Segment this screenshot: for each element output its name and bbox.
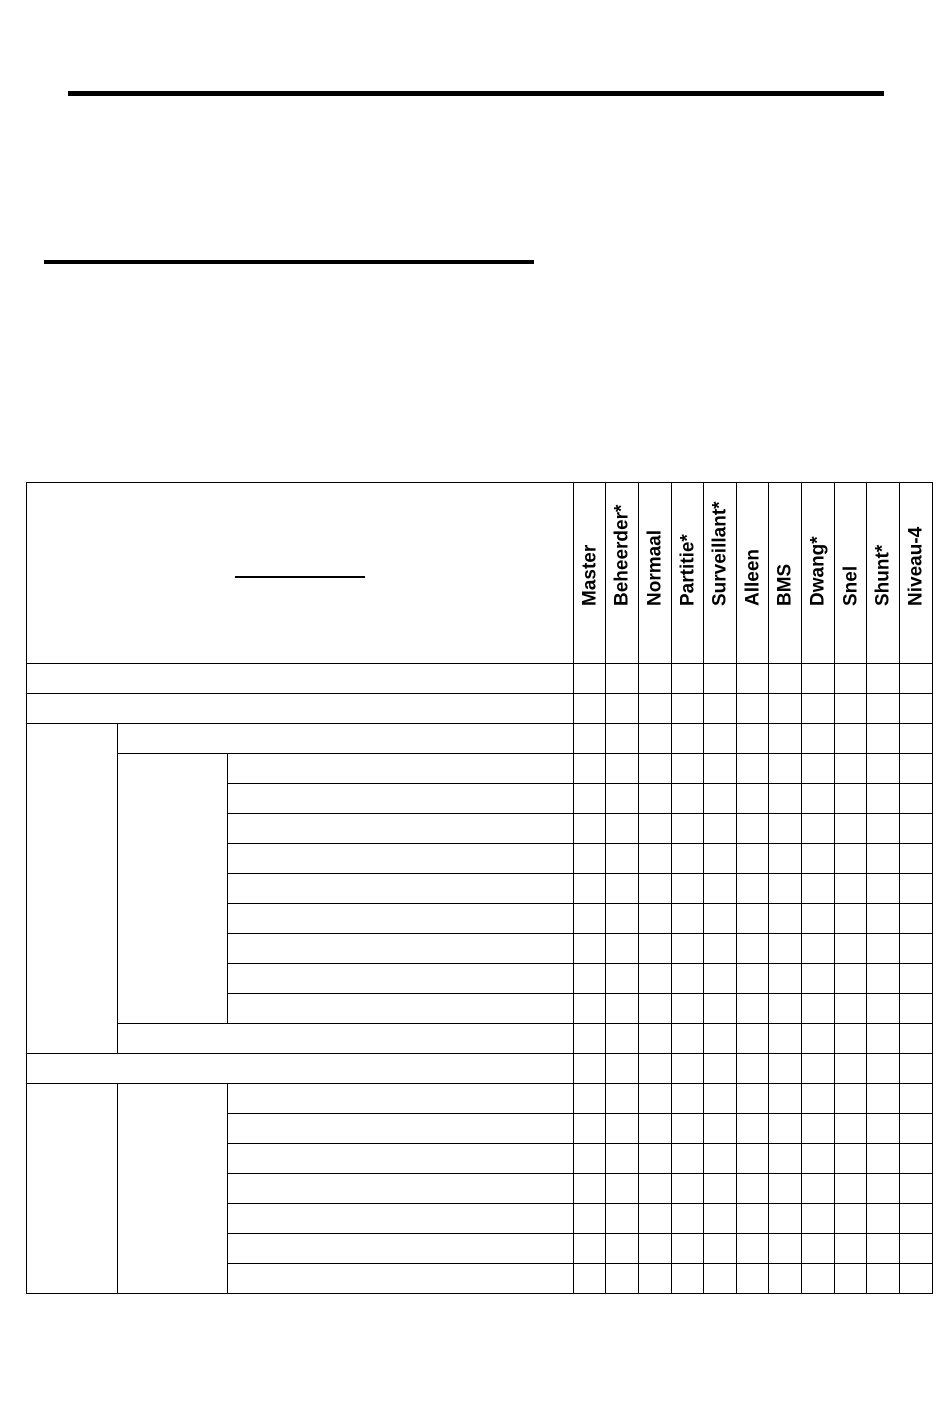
cell	[900, 784, 933, 814]
cell	[574, 1204, 606, 1234]
cell	[835, 1174, 867, 1204]
cell	[900, 1054, 933, 1084]
cell	[672, 1114, 704, 1144]
cell	[737, 1234, 769, 1264]
cell	[835, 754, 867, 784]
cell	[737, 694, 769, 724]
cell	[704, 1264, 737, 1294]
cell	[606, 814, 639, 844]
row-label-cell	[228, 1174, 574, 1204]
cell	[835, 934, 867, 964]
row-label-cell	[228, 964, 574, 994]
cell	[835, 904, 867, 934]
cell	[867, 844, 900, 874]
cell	[574, 994, 606, 1024]
function-header-cell	[27, 483, 574, 664]
cell	[900, 874, 933, 904]
cell	[835, 874, 867, 904]
cell	[704, 664, 737, 694]
cell	[737, 1114, 769, 1144]
group-b-label-cell	[27, 1084, 118, 1294]
cell	[574, 874, 606, 904]
cell	[672, 1084, 704, 1114]
cell	[606, 964, 639, 994]
cell	[900, 994, 933, 1024]
cell	[737, 994, 769, 1024]
group-a-label-cell	[27, 724, 118, 1054]
column-label-normaal: Normaal	[644, 529, 666, 606]
column-header-partitie	[672, 483, 704, 664]
column-label-dwang: Dwang*	[807, 536, 829, 606]
cell	[835, 1054, 867, 1084]
cell	[867, 1174, 900, 1204]
cell	[802, 1264, 835, 1294]
header-row	[27, 483, 933, 664]
cell	[737, 1144, 769, 1174]
cell	[802, 1174, 835, 1204]
cell	[867, 964, 900, 994]
cell	[574, 814, 606, 844]
cell	[574, 1114, 606, 1144]
cell	[900, 844, 933, 874]
cell	[639, 754, 672, 784]
cell	[606, 994, 639, 1024]
cell	[835, 694, 867, 724]
cell	[574, 964, 606, 994]
cell	[769, 724, 802, 754]
row-label-cell	[27, 664, 574, 694]
table-row	[27, 754, 933, 784]
row-label-cell	[228, 994, 574, 1024]
row-label-cell	[228, 874, 574, 904]
cell	[606, 1174, 639, 1204]
cell	[704, 934, 737, 964]
cell	[606, 1264, 639, 1294]
cell	[574, 784, 606, 814]
cell	[672, 1234, 704, 1264]
cell	[574, 1024, 606, 1054]
cell	[835, 664, 867, 694]
cell	[835, 994, 867, 1024]
cell	[639, 1234, 672, 1264]
column-label-master: Master	[579, 544, 601, 606]
cell	[835, 1204, 867, 1234]
cell	[802, 964, 835, 994]
cell	[900, 1024, 933, 1054]
cell	[704, 754, 737, 784]
cell	[606, 1084, 639, 1114]
cell	[900, 694, 933, 724]
column-label-alleen: Alleen	[742, 548, 764, 606]
row-label-cell	[228, 814, 574, 844]
cell	[769, 1174, 802, 1204]
cell	[737, 784, 769, 814]
cell	[672, 844, 704, 874]
cell	[704, 814, 737, 844]
cell	[802, 904, 835, 934]
cell	[900, 1114, 933, 1144]
cell	[900, 934, 933, 964]
cell	[867, 694, 900, 724]
cell	[672, 784, 704, 814]
cell	[704, 1144, 737, 1174]
row-label-cell	[228, 904, 574, 934]
cell	[639, 1024, 672, 1054]
cell	[639, 1264, 672, 1294]
column-header-surveillant	[704, 483, 737, 664]
cell	[639, 1204, 672, 1234]
column-header-master	[574, 483, 606, 664]
table-row	[27, 1054, 933, 1084]
cell	[769, 784, 802, 814]
column-label-shunt: Shunt*	[872, 544, 894, 606]
column-header-dwang	[802, 483, 835, 664]
cell	[867, 1264, 900, 1294]
cell	[900, 904, 933, 934]
row-label-cell	[228, 1234, 574, 1264]
cell	[802, 874, 835, 904]
cell	[769, 1114, 802, 1144]
cell	[867, 1084, 900, 1114]
cell	[769, 1024, 802, 1054]
cell	[802, 844, 835, 874]
header-title-underline	[235, 576, 365, 578]
cell	[769, 904, 802, 934]
cell	[835, 1264, 867, 1294]
cell	[802, 1144, 835, 1174]
cell	[802, 1084, 835, 1114]
cell	[737, 664, 769, 694]
cell	[606, 904, 639, 934]
cell	[574, 844, 606, 874]
cell	[769, 1264, 802, 1294]
cell	[574, 1264, 606, 1294]
cell	[900, 724, 933, 754]
cell	[704, 1234, 737, 1264]
cell	[672, 1264, 704, 1294]
cell	[802, 994, 835, 1024]
cell	[606, 784, 639, 814]
row-label-cell	[118, 724, 574, 754]
cell	[867, 1234, 900, 1264]
cell	[574, 664, 606, 694]
row-label-cell	[228, 1114, 574, 1144]
cell	[639, 1054, 672, 1084]
cell	[802, 1204, 835, 1234]
cell	[867, 904, 900, 934]
cell	[769, 694, 802, 724]
row-label-cell	[228, 1204, 574, 1234]
cell	[574, 1054, 606, 1084]
cell	[704, 724, 737, 754]
cell	[769, 1204, 802, 1234]
cell	[639, 1114, 672, 1144]
column-label-surveillant: Surveillant*	[709, 501, 731, 606]
cell	[574, 724, 606, 754]
cell	[900, 1174, 933, 1204]
cell	[769, 814, 802, 844]
cell	[900, 1084, 933, 1114]
cell	[606, 664, 639, 694]
cell	[574, 1144, 606, 1174]
cell	[769, 1084, 802, 1114]
cell	[672, 964, 704, 994]
cell	[606, 874, 639, 904]
cell	[802, 1024, 835, 1054]
row-label-cell	[228, 784, 574, 814]
cell	[672, 1054, 704, 1084]
cell	[867, 1054, 900, 1084]
cell	[867, 1114, 900, 1144]
cell	[574, 1234, 606, 1264]
row-label-cell	[228, 934, 574, 964]
permission-matrix-table	[26, 482, 933, 1294]
cell	[574, 694, 606, 724]
cell	[900, 1144, 933, 1174]
cell	[835, 1024, 867, 1054]
cell	[835, 1084, 867, 1114]
column-header-alleen	[737, 483, 769, 664]
cell	[867, 1024, 900, 1054]
column-label-partitie: Partitie*	[677, 534, 699, 606]
cell	[606, 1204, 639, 1234]
column-label-snel: Snel	[840, 565, 862, 606]
cell	[672, 754, 704, 784]
cell	[737, 964, 769, 994]
table-row	[27, 694, 933, 724]
cell	[769, 934, 802, 964]
cell	[639, 814, 672, 844]
cell	[802, 1054, 835, 1084]
cell	[639, 964, 672, 994]
cell	[574, 1174, 606, 1204]
cell	[835, 1234, 867, 1264]
table-row	[27, 724, 933, 754]
cell	[639, 874, 672, 904]
cell	[900, 664, 933, 694]
cell	[802, 934, 835, 964]
cell	[769, 994, 802, 1024]
cell	[672, 1024, 704, 1054]
cell	[704, 1054, 737, 1084]
subgroup-b-label-cell	[118, 1084, 228, 1294]
column-label-bms: BMS	[774, 563, 796, 606]
cell	[606, 1234, 639, 1264]
column-label-niveau-4: Niveau-4	[905, 526, 927, 606]
row-label-cell	[228, 1144, 574, 1174]
column-header-snel	[835, 483, 867, 664]
top-rule	[68, 91, 884, 96]
cell	[574, 754, 606, 784]
cell	[737, 1264, 769, 1294]
cell	[704, 1204, 737, 1234]
cell	[574, 934, 606, 964]
cell	[867, 934, 900, 964]
subgroup-a-label-cell	[118, 754, 228, 1024]
cell	[672, 1204, 704, 1234]
cell	[639, 1144, 672, 1174]
cell	[835, 724, 867, 754]
cell	[769, 1234, 802, 1264]
cell	[737, 1054, 769, 1084]
column-header-shunt	[867, 483, 900, 664]
cell	[672, 1174, 704, 1204]
cell	[769, 844, 802, 874]
cell	[606, 1024, 639, 1054]
cell	[867, 724, 900, 754]
cell	[639, 694, 672, 724]
cell	[574, 1084, 606, 1114]
cell	[900, 814, 933, 844]
cell	[672, 904, 704, 934]
cell	[867, 754, 900, 784]
cell	[672, 724, 704, 754]
cell	[900, 964, 933, 994]
row-label-cell	[118, 1024, 574, 1054]
cell	[704, 904, 737, 934]
cell	[802, 1114, 835, 1144]
cell	[802, 1234, 835, 1264]
cell	[769, 874, 802, 904]
cell	[900, 1234, 933, 1264]
cell	[672, 1144, 704, 1174]
cell	[737, 754, 769, 784]
row-label-cell	[228, 844, 574, 874]
cell	[639, 724, 672, 754]
cell	[606, 1054, 639, 1084]
cell	[737, 724, 769, 754]
cell	[672, 874, 704, 904]
cell	[802, 814, 835, 844]
cell	[639, 994, 672, 1024]
column-header-normaal	[639, 483, 672, 664]
cell	[900, 1264, 933, 1294]
cell	[802, 784, 835, 814]
section-rule	[44, 260, 534, 264]
cell	[867, 1144, 900, 1174]
cell	[737, 814, 769, 844]
cell	[737, 934, 769, 964]
cell	[672, 994, 704, 1024]
cell	[769, 964, 802, 994]
cell	[704, 874, 737, 904]
cell	[769, 1054, 802, 1084]
cell	[900, 1204, 933, 1234]
cell	[835, 844, 867, 874]
cell	[867, 814, 900, 844]
column-header-beheerder	[606, 483, 639, 664]
cell	[639, 1174, 672, 1204]
cell	[639, 1084, 672, 1114]
table-row	[27, 1024, 933, 1054]
table-row	[27, 1084, 933, 1114]
cell	[835, 814, 867, 844]
cell	[704, 784, 737, 814]
cell	[606, 754, 639, 784]
cell	[606, 724, 639, 754]
column-header-niveau-4	[900, 483, 933, 664]
cell	[737, 904, 769, 934]
cell	[769, 664, 802, 694]
cell	[704, 844, 737, 874]
cell	[802, 664, 835, 694]
cell	[867, 784, 900, 814]
cell	[835, 1144, 867, 1174]
cell	[867, 1204, 900, 1234]
cell	[737, 1084, 769, 1114]
cell	[672, 934, 704, 964]
cell	[835, 1114, 867, 1144]
cell	[835, 964, 867, 994]
cell	[867, 874, 900, 904]
cell	[867, 994, 900, 1024]
cell	[704, 1024, 737, 1054]
row-label-cell	[228, 754, 574, 784]
cell	[639, 664, 672, 694]
cell	[704, 1114, 737, 1144]
cell	[606, 1114, 639, 1144]
cell	[802, 724, 835, 754]
cell	[737, 1204, 769, 1234]
cell	[704, 994, 737, 1024]
cell	[639, 934, 672, 964]
row-label-cell	[228, 1084, 574, 1114]
table-row	[27, 664, 933, 694]
cell	[835, 784, 867, 814]
cell	[737, 844, 769, 874]
cell	[769, 754, 802, 784]
cell	[672, 694, 704, 724]
cell	[639, 784, 672, 814]
cell	[606, 934, 639, 964]
cell	[639, 904, 672, 934]
cell	[802, 754, 835, 784]
cell	[867, 664, 900, 694]
cell	[737, 1024, 769, 1054]
row-label-cell	[27, 694, 574, 724]
cell	[639, 844, 672, 874]
cell	[737, 1174, 769, 1204]
cell	[802, 694, 835, 724]
cell	[737, 874, 769, 904]
cell	[606, 694, 639, 724]
cell	[606, 1144, 639, 1174]
column-label-beheerder: Beheerder*	[611, 504, 633, 606]
cell	[672, 814, 704, 844]
cell	[704, 694, 737, 724]
cell	[900, 754, 933, 784]
cell	[672, 664, 704, 694]
cell	[769, 1144, 802, 1174]
cell	[574, 904, 606, 934]
cell	[606, 844, 639, 874]
row-label-cell	[228, 1264, 574, 1294]
row-label-cell	[27, 1054, 574, 1084]
cell	[704, 1174, 737, 1204]
column-header-bms	[769, 483, 802, 664]
cell	[704, 964, 737, 994]
cell	[704, 1084, 737, 1114]
